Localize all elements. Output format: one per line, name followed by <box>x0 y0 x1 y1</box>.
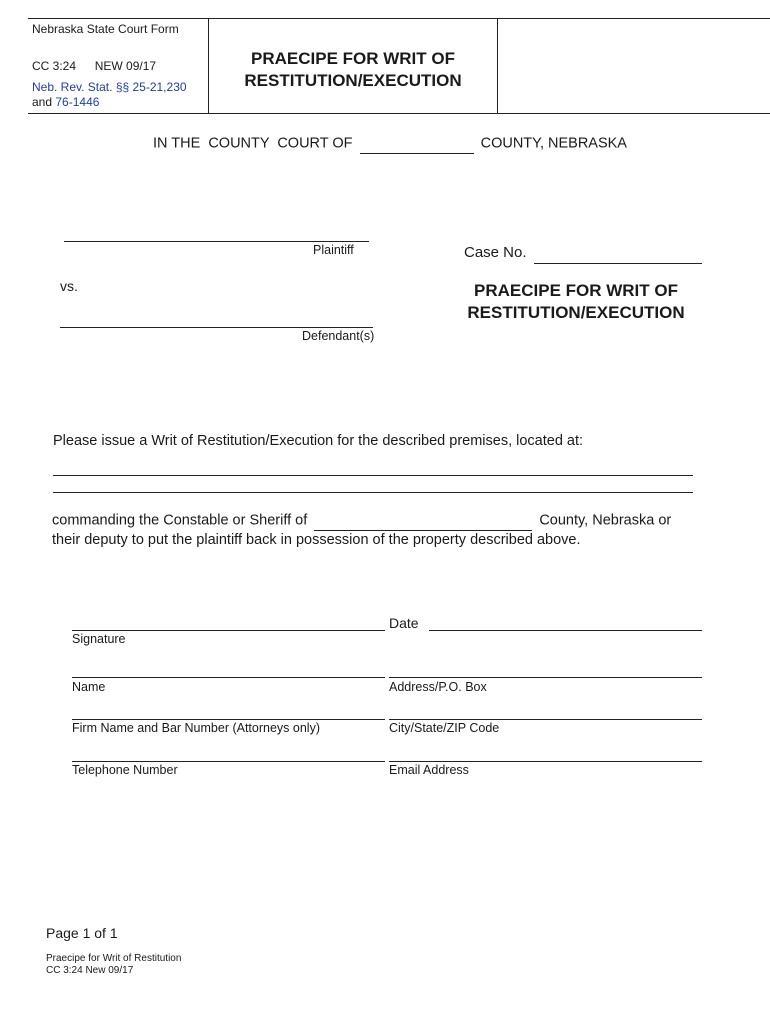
caption-title-line2: RESTITUTION/EXECUTION <box>467 303 685 322</box>
form-code: CC 3:24 <box>32 59 77 73</box>
name-field[interactable] <box>72 661 385 678</box>
plaintiff-field[interactable] <box>64 225 369 242</box>
header-top-rule <box>28 18 770 19</box>
telephone-field[interactable] <box>72 745 385 762</box>
date-field[interactable] <box>429 614 702 631</box>
footer-form-name: Praecipe for Writ of Restitution <box>46 953 182 964</box>
command-suffix: County, Nebraska or <box>539 512 672 529</box>
request-text: Please issue a Writ of Restitution/Execution for the described premises, located at: <box>53 433 584 449</box>
email-field[interactable] <box>389 745 702 762</box>
county-name-field[interactable] <box>360 137 474 154</box>
premises-line-2[interactable] <box>53 476 693 493</box>
court-line-prefix: IN THE COUNTY COURT OF <box>153 135 353 152</box>
form-code-line <box>32 59 156 73</box>
plaintiff-label: Plaintiff <box>313 243 354 257</box>
statute-line-2 <box>32 95 99 109</box>
premises-line-1[interactable] <box>53 459 693 476</box>
statute-link-2[interactable]: 76-1446 <box>55 95 100 109</box>
header-bottom-rule <box>28 113 770 114</box>
case-number-row <box>464 244 702 262</box>
date-label: Date <box>389 615 419 631</box>
case-number-label: Case No. <box>464 244 527 261</box>
defendant-label: Defendant(s) <box>302 329 375 343</box>
court-line-suffix: COUNTY, NEBRASKA <box>480 135 627 152</box>
defendant-field[interactable] <box>60 311 373 328</box>
signature-field[interactable] <box>72 614 385 631</box>
statute-and: and <box>32 95 53 109</box>
telephone-label: Telephone Number <box>72 763 178 777</box>
city-state-zip-label: City/State/ZIP Code <box>389 721 500 735</box>
form-version: NEW 09/17 <box>94 59 157 73</box>
form-source: Nebraska State Court Form <box>32 22 179 36</box>
sheriff-county-field[interactable] <box>314 514 532 531</box>
header-title-line1: PRAECIPE FOR WRIT OF <box>251 49 455 68</box>
statute-link[interactable]: Neb. Rev. Stat. §§ 25-21,230 <box>32 80 187 94</box>
page-number: Page 1 of 1 <box>46 925 118 941</box>
versus-label: vs. <box>60 278 78 294</box>
address-label: Address/P.O. Box <box>389 680 487 694</box>
signature-label: Signature <box>72 632 126 646</box>
firm-field[interactable] <box>72 703 385 720</box>
header-divider-right <box>497 18 498 113</box>
command-line-1 <box>52 512 671 529</box>
caption-title <box>458 280 694 324</box>
name-label: Name <box>72 680 106 694</box>
caption-title-line1: PRAECIPE FOR WRIT OF <box>474 281 678 300</box>
city-state-zip-field[interactable] <box>389 703 702 720</box>
command-line-2: their deputy to put the plaintiff back in possession of the property described above. <box>52 532 581 548</box>
header-title <box>209 48 497 92</box>
court-line <box>153 135 627 152</box>
command-prefix: commanding the Constable or Sheriff of <box>52 512 308 529</box>
case-number-field[interactable] <box>534 247 702 264</box>
footer-form-code: CC 3:24 New 09/17 <box>46 965 134 976</box>
firm-label: Firm Name and Bar Number (Attorneys only) <box>72 721 320 735</box>
email-label: Email Address <box>389 763 469 777</box>
address-field[interactable] <box>389 661 702 678</box>
header-title-line2: RESTITUTION/EXECUTION <box>244 71 462 90</box>
